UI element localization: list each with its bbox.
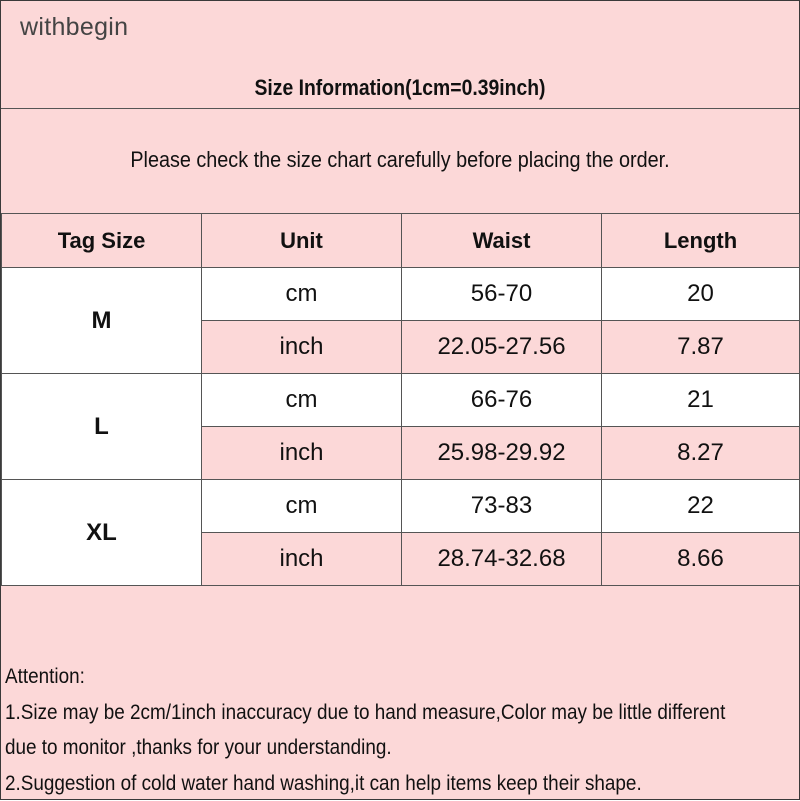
length-cell: 22 <box>602 480 800 533</box>
attention-line: 1.Size may be 2cm/1inch inaccuracy due to hand measure,Color may be little different <box>5 695 716 731</box>
brand-watermark: withbegin <box>20 13 128 42</box>
length-cell: 20 <box>602 268 800 321</box>
unit-cell: inch <box>202 427 402 480</box>
waist-cell: 25.98-29.92 <box>402 427 602 480</box>
header-tag-size: Tag Size <box>2 214 202 268</box>
length-cell: 8.66 <box>602 533 800 586</box>
tag-size-cell: XL <box>2 480 202 586</box>
length-cell: 8.27 <box>602 427 800 480</box>
tag-size-cell: M <box>2 268 202 374</box>
unit-cell: inch <box>202 321 402 374</box>
size-table <box>1 213 800 586</box>
waist-cell: 73-83 <box>402 480 602 533</box>
unit-cell: inch <box>202 533 402 586</box>
unit-cell: cm <box>202 374 402 427</box>
order-note: Please check the size chart carefully before placing the order. <box>41 147 759 173</box>
header-unit: Unit <box>202 214 402 268</box>
page-title: Size Information(1cm=0.39inch) <box>49 75 751 101</box>
table-row <box>2 480 800 533</box>
tag-size-cell: L <box>2 374 202 480</box>
header-length: Length <box>602 214 800 268</box>
length-cell: 21 <box>602 374 800 427</box>
length-cell: 7.87 <box>602 321 800 374</box>
waist-cell: 28.74-32.68 <box>402 533 602 586</box>
table-row <box>2 374 800 427</box>
attention-line: 2.Suggestion of cold water hand washing,it can help items keep their shape. <box>5 766 716 801</box>
waist-cell: 22.05-27.56 <box>402 321 602 374</box>
table-row <box>2 268 800 321</box>
attention-line: due to monitor ,thanks for your understanding. <box>5 730 716 766</box>
attention-heading: Attention: <box>5 659 716 695</box>
header-waist: Waist <box>402 214 602 268</box>
waist-cell: 56-70 <box>402 268 602 321</box>
title-row <box>1 1 799 109</box>
attention-notes <box>5 659 795 801</box>
table-header-row <box>2 214 800 268</box>
unit-cell: cm <box>202 480 402 533</box>
note-row <box>1 109 799 214</box>
waist-cell: 66-76 <box>402 374 602 427</box>
unit-cell: cm <box>202 268 402 321</box>
